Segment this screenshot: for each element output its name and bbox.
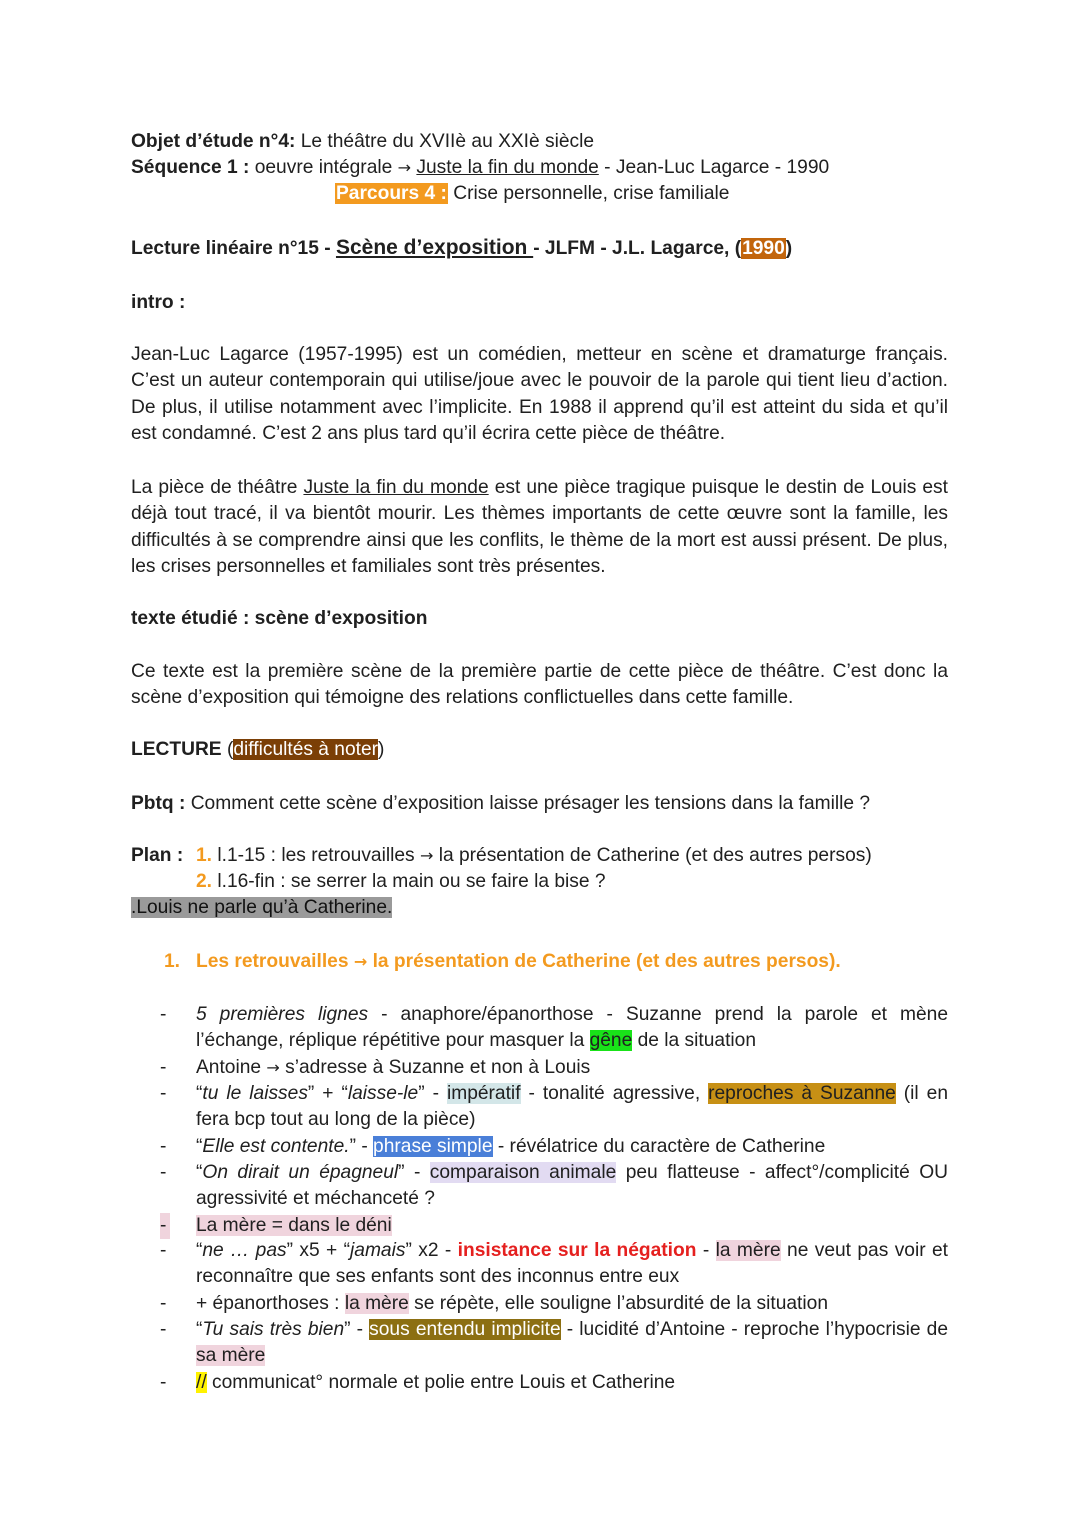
- bullet-item: [196, 1213, 948, 1239]
- bullet-text: ” -: [418, 1083, 447, 1104]
- bullet-text: ” -: [349, 1136, 374, 1157]
- bullet-text: (il en fera bcp tout au long de la pièce): [196, 1083, 949, 1131]
- bullet-item: [196, 1291, 948, 1317]
- lecture-title: [131, 235, 792, 262]
- texte-paragraph: Ce texte est la première scène de la première partie de cette pièce de théâtre. C’est donc la scène d’exposition qui témoigne des relations conflictuelles dans cette famille.: [131, 661, 948, 709]
- texte-label: texte étudié : scène d’exposition: [131, 608, 428, 629]
- plan-item-2: [196, 869, 606, 895]
- bullet-text: - anaphore/épanorthose - Suzanne prend la parole et mène l’échange, réplique répétitive pour masquer la: [196, 1004, 948, 1052]
- year-badge: 1990: [742, 238, 785, 259]
- bullet-text: - lucidité d’Antoine - reproche l’hypocrisie de: [560, 1319, 949, 1340]
- bullet-item: [196, 1081, 948, 1134]
- plan-note: [131, 895, 392, 921]
- bullet-item: [196, 1317, 948, 1370]
- bullet-text: peu flatteuse - affect°/complicité OU agressivité et méchanceté ?: [196, 1162, 948, 1210]
- bullet-item: [196, 1002, 948, 1055]
- bullet-text: s’adresse à Suzanne et non à Louis: [279, 1057, 591, 1078]
- highlighted-term: reproches à Suzanne: [708, 1083, 896, 1104]
- bullet-dash: -: [160, 1136, 167, 1157]
- plan-item-1-post: la présentation de Catherine (et des autres persos): [433, 845, 872, 866]
- highlighted-term: impératif: [446, 1083, 521, 1104]
- pbtq-label: Pbtq :: [131, 793, 186, 814]
- bullet-text: ” x5 + “: [286, 1240, 351, 1261]
- bullet-dash: -: [160, 1293, 167, 1314]
- lecture-title-post: - JLFM - J.L. Lagarce, (: [533, 238, 742, 259]
- bullet-item: [196, 1370, 948, 1396]
- bullet-text: ne veut pas voir et reconnaître que ses enfants sont des inconnus entre eux: [196, 1240, 948, 1288]
- plan-item-1-num: 1.: [196, 845, 213, 866]
- intro-p2-post: est une pièce tragique puisque le destin de Louis est déjà tout tracé, il va bientôt mourir. Les thèmes importants de cette œuvre sont la famille, les difficultés à se comprendre ainsi que les conflits, le thème de la mort est aussi présent. De plus, les crises personnelles et familiales sont très présentes.: [131, 477, 948, 578]
- plan-item-1-pre: l.1-15 : les retrouvailles: [212, 845, 420, 866]
- section-1-num: 1.: [164, 951, 181, 972]
- section-1-post: la présentation de Catherine (et des autres persos).: [367, 951, 841, 972]
- bullet-item: [196, 1160, 948, 1213]
- lecture-note: difficultés à noter: [233, 739, 379, 760]
- lecture-title-close: ): [785, 238, 793, 259]
- pbtq-text: Comment cette scène d’exposition laisse présager les tensions dans la famille ?: [185, 793, 871, 814]
- arrow-icon: →: [266, 1058, 280, 1077]
- bullet-dash: -: [160, 1083, 167, 1104]
- bullet-text: - révélatrice du caractère de Catherine: [492, 1136, 826, 1157]
- objet-value: Le théâtre du XVIIè au XXIè siècle: [295, 131, 595, 152]
- bullet-dash: -: [160, 1213, 170, 1239]
- bullet-dash: -: [160, 1240, 167, 1261]
- bullet-text: ” -: [398, 1162, 430, 1183]
- bullet-text: Antoine: [196, 1057, 267, 1078]
- plan-item-1: [196, 843, 872, 869]
- section-1-heading: [164, 949, 841, 975]
- quote-text: jamais: [350, 1240, 406, 1261]
- highlighted-term: sa mère: [196, 1345, 266, 1367]
- parcours-line: [335, 181, 729, 207]
- bullet-dash: -: [160, 1372, 167, 1393]
- intro-p2-title: Juste la fin du monde: [303, 477, 489, 498]
- bullet-item: [196, 1055, 948, 1081]
- highlighted-term: la mère: [344, 1293, 409, 1314]
- intro-paragraph-2: [131, 475, 948, 581]
- bullet-text: “: [196, 1136, 203, 1157]
- highlighted-term: comparaison animale: [429, 1162, 617, 1183]
- quote-text: tu le laisses: [202, 1083, 308, 1104]
- objet-line: [131, 129, 594, 155]
- highlighted-term: phrase simple: [373, 1136, 493, 1157]
- bullet-text: “: [196, 1083, 203, 1104]
- plan-label: Plan :: [131, 845, 184, 866]
- quote-text: Tu sais très bien: [202, 1319, 345, 1340]
- sequence-line: [131, 155, 829, 181]
- bullet-dash: -: [160, 1057, 167, 1078]
- sequence-post: - Jean-Luc Lagarce - 1990: [598, 157, 830, 178]
- arrow-icon: →: [397, 158, 412, 177]
- arrow-icon: →: [419, 846, 434, 865]
- intro-label: intro :: [131, 292, 186, 313]
- bullet-text: communicat° normale et polie entre Louis et Catherine: [206, 1372, 676, 1393]
- bullet-text: + épanorthoses :: [196, 1293, 345, 1314]
- highlighted-term: La mère = dans le déni: [196, 1215, 392, 1236]
- plan-item-2-text: l.16-fin : se serrer la main ou se faire la bise ?: [212, 871, 606, 892]
- bullet-text: “: [196, 1319, 203, 1340]
- section-1-pre: Les retrouvailles: [196, 951, 354, 972]
- highlighted-term: insistance sur la négation: [457, 1240, 697, 1261]
- highlighted-term: la mère: [715, 1240, 781, 1261]
- bullet-dash: -: [160, 1319, 167, 1340]
- highlighted-term: gêne: [589, 1030, 633, 1052]
- quote-text: On dirait un épagneul: [202, 1162, 399, 1183]
- plan-note-text: .Louis ne parle qu’à Catherine.: [131, 897, 393, 918]
- parcours-label: Parcours 4 :: [336, 183, 447, 204]
- bullet-text: - tonalité agressive,: [520, 1083, 709, 1104]
- bullet-text: “: [196, 1162, 203, 1183]
- bullet-text: de la situation: [632, 1030, 757, 1052]
- intro-p2-pre: La pièce de théâtre: [131, 477, 304, 498]
- pbtq-line: [131, 791, 870, 817]
- lecture-title-scene: Scène d’exposition: [335, 236, 534, 259]
- parcours-value: Crise personnelle, crise familiale: [447, 183, 730, 204]
- sequence-label: Séquence 1 :: [131, 157, 250, 178]
- bullet-text: se répète, elle souligne l’absurdité de la situation: [408, 1293, 828, 1314]
- lecture-close: ): [378, 739, 385, 760]
- quote-text: ne … pas: [202, 1240, 287, 1261]
- plan-item-2-num: 2.: [196, 871, 213, 892]
- bullet-text: ” + “: [307, 1083, 348, 1104]
- bullet-dash: -: [160, 1004, 167, 1025]
- objet-label: Objet d’étude n°4:: [131, 131, 296, 152]
- bullet-item: [196, 1134, 948, 1160]
- bullet-dash: -: [160, 1162, 167, 1183]
- work-title: Juste la fin du monde: [416, 157, 599, 178]
- highlighted-term: sous entendu implicite: [369, 1319, 561, 1340]
- arrow-icon: →: [353, 952, 368, 971]
- lecture-line: [131, 737, 384, 763]
- bullet-text: -: [696, 1240, 716, 1261]
- quote-text: 5 premières lignes: [196, 1004, 369, 1025]
- bullet-text: ” -: [344, 1319, 370, 1340]
- bullet-item: [196, 1238, 948, 1291]
- lecture-title-pre: Lecture linéaire n°15 -: [131, 238, 336, 259]
- sequence-pre: oeuvre intégrale: [249, 157, 398, 178]
- bullet-text: “: [196, 1240, 203, 1261]
- bullet-text: ” x2 -: [405, 1240, 458, 1261]
- intro-paragraph-1: Jean-Luc Lagarce (1957-1995) est un comédien, metteur en scène et dramaturge français. C’est un auteur contemporain qui utilise/joue avec le pouvoir de la parole qui tient lieu d’action. De plus, il utilise notamment avec l’implicite. En 1988 il apprend qu’il est atteint du sida et qu’il est condamné. C’est 2 ans plus tard qu’il écrira cette pièce de théâtre.: [131, 344, 948, 445]
- lecture-open: (: [221, 739, 234, 760]
- lecture-label: LECTURE: [131, 739, 222, 760]
- quote-text: Elle est contente.: [202, 1136, 350, 1157]
- quote-text: laisse-le: [347, 1083, 419, 1104]
- highlighted-term: //: [196, 1372, 207, 1393]
